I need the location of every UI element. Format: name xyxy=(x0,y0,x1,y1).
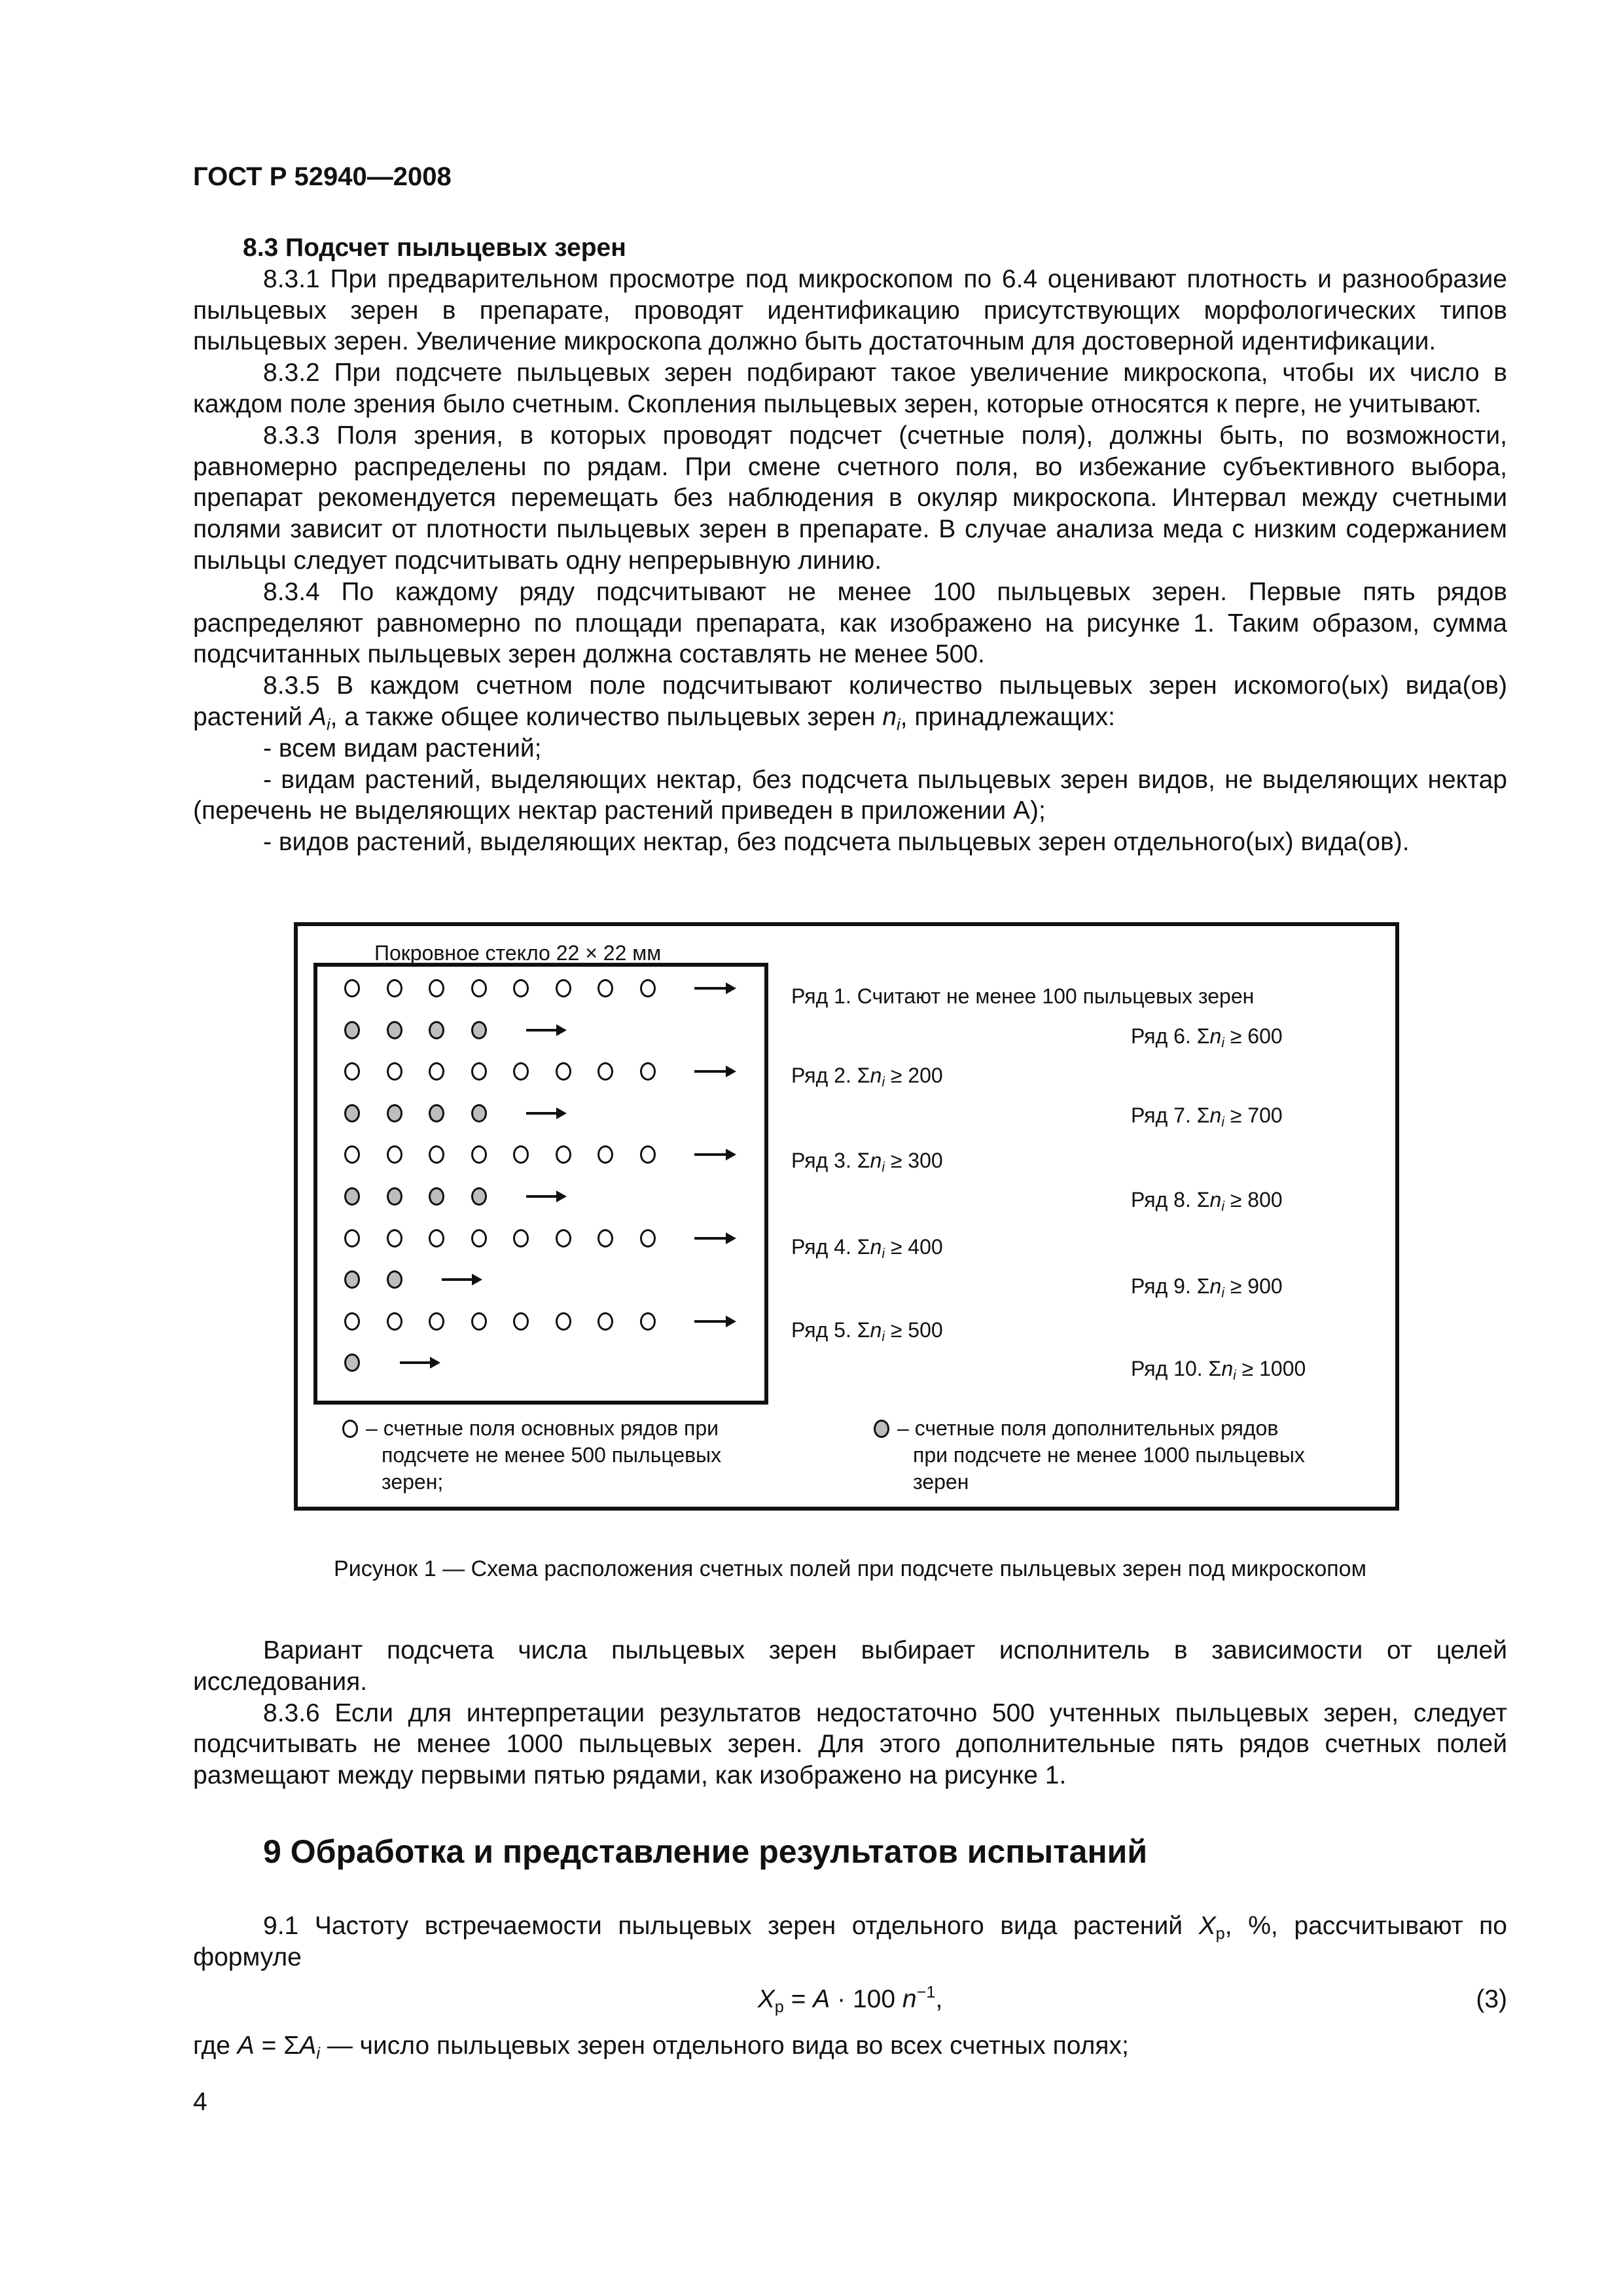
row-label-number: Ряд 7. xyxy=(1131,1103,1197,1127)
formula-expression xyxy=(193,1982,1507,2017)
sum-sign: Σ xyxy=(1196,1024,1210,1048)
text: , %, рассчитывают по формуле xyxy=(193,1912,1507,1971)
legend-main-text: зерен; xyxy=(382,1470,444,1494)
main-counting-field xyxy=(344,1062,360,1081)
section-8-3 xyxy=(193,232,1507,858)
main-counting-field xyxy=(513,979,529,997)
main-counting-field xyxy=(344,979,360,997)
sub-i-text: i xyxy=(882,1246,885,1262)
sub-i: i xyxy=(326,715,330,734)
text: — число пыльцевых зерен отдельного вида во всех счетных полях; xyxy=(320,2032,1129,2060)
paragraph-variant: Вариант подсчета числа пыльцевых зерен выбирает исполнитель в зависимости от целей исследования. xyxy=(193,1636,1507,1696)
text: , xyxy=(935,1985,943,2013)
row-condition: ≥ 800 xyxy=(1224,1188,1283,1211)
section-9-text xyxy=(193,1910,1507,1973)
formula-number: (3) xyxy=(1476,1985,1507,2013)
document-id-header: ГОСТ Р 52940—2008 xyxy=(193,162,452,191)
exponent: −1 xyxy=(916,1982,936,2001)
main-counting-field xyxy=(387,1312,402,1331)
text: 8.3.5 В каждом счетном поле подсчитывают количество пыльцевых зерен искомого(ых) вида(ов) растений xyxy=(193,672,1507,731)
main-counting-field xyxy=(429,1062,444,1081)
row-direction-arrow-icon xyxy=(526,1029,564,1031)
var-n: n xyxy=(870,1235,882,1259)
legend-extra-text: зерен xyxy=(913,1470,969,1494)
main-counting-field xyxy=(597,1229,613,1247)
var-a: A xyxy=(237,2032,255,2060)
where-line xyxy=(193,2030,1507,2062)
main-counting-field xyxy=(556,979,571,997)
sum-sign: Σ xyxy=(857,1149,870,1172)
main-counting-field xyxy=(556,1145,571,1164)
row-direction-arrow-icon xyxy=(442,1278,480,1281)
extra-counting-field xyxy=(387,1270,402,1289)
page-number: 4 xyxy=(193,2088,207,2116)
row-direction-arrow-icon xyxy=(526,1195,564,1198)
main-counting-field xyxy=(387,1145,402,1164)
var-n: n xyxy=(1209,1274,1222,1298)
row-label-number: Ряд 2. xyxy=(791,1064,857,1087)
row-direction-arrow-icon xyxy=(694,1320,734,1323)
cover-glass-label: Покровное стекло 22 × 22 мм xyxy=(374,941,662,965)
row-label xyxy=(791,1063,943,1088)
section-heading: 8.3 Подсчет пыльцевых зерен xyxy=(243,234,626,262)
sub-i: i xyxy=(897,715,901,734)
figure-caption: Рисунок 1 — Схема расположения счетных полей при подсчете пыльцевых зерен под микроскопом xyxy=(334,1556,1366,1581)
sub-i-text: i xyxy=(882,1160,885,1175)
extra-counting-field xyxy=(471,1187,487,1206)
row-direction-arrow-icon xyxy=(526,1112,564,1115)
row-label-text: Считают не менее 100 пыльцевых зерен xyxy=(857,984,1255,1008)
after-figure-text xyxy=(193,1635,1507,1791)
row-label xyxy=(1131,1024,1283,1049)
row-label-number: Ряд 10. xyxy=(1131,1357,1209,1380)
var-n: n xyxy=(1209,1103,1222,1127)
main-counting-field xyxy=(513,1229,529,1247)
extra-counting-field xyxy=(387,1187,402,1206)
main-field-legend-icon xyxy=(342,1420,358,1438)
sub-i-text: i xyxy=(882,1075,885,1090)
main-counting-field xyxy=(640,1062,656,1081)
main-counting-field xyxy=(471,979,487,997)
sub-i-text: i xyxy=(1221,1199,1224,1215)
var-a: A xyxy=(299,2032,317,2060)
main-counting-field xyxy=(556,1312,571,1331)
text: 9.1 Частоту встречаемости пыльцевых зерен отдельного вида растений xyxy=(263,1912,1199,1940)
main-counting-field xyxy=(387,1229,402,1247)
main-counting-field xyxy=(344,1312,360,1331)
row-condition: ≥ 300 xyxy=(884,1149,943,1172)
extra-counting-field xyxy=(344,1270,360,1289)
sum-sign: Σ xyxy=(857,1318,870,1342)
var-n: n xyxy=(870,1064,882,1087)
main-counting-field xyxy=(387,979,402,997)
equals: = xyxy=(783,1985,813,2013)
row-direction-arrow-icon xyxy=(694,1153,734,1156)
main-counting-field xyxy=(471,1062,487,1081)
row-direction-arrow-icon xyxy=(694,1237,734,1240)
sub-p: p xyxy=(1215,1924,1225,1943)
row-label xyxy=(791,1234,943,1262)
var-n: n xyxy=(882,702,897,731)
row-condition: ≥ 200 xyxy=(884,1064,943,1087)
extra-counting-field xyxy=(344,1187,360,1206)
legend-extra-text: – счетные поля дополнительных рядов xyxy=(897,1416,1279,1440)
text: · 100 xyxy=(830,1985,902,2013)
paragraph-8-3-5 xyxy=(193,670,1507,733)
main-counting-field xyxy=(556,1229,571,1247)
var-a: A xyxy=(309,702,327,731)
sub-i-text: i xyxy=(882,1329,885,1345)
main-counting-field xyxy=(597,1062,613,1081)
sum-sign: Σ xyxy=(1196,1274,1210,1298)
row-condition: ≥ 1000 xyxy=(1236,1357,1306,1380)
sub-p: p xyxy=(774,1998,784,2017)
extra-counting-field xyxy=(344,1104,360,1122)
extra-counting-field xyxy=(387,1104,402,1122)
row-label xyxy=(1131,1103,1283,1128)
row-label xyxy=(791,984,1254,1009)
extra-field-legend-icon xyxy=(874,1420,889,1438)
row-condition: ≥ 500 xyxy=(884,1318,943,1342)
main-counting-field xyxy=(387,1062,402,1081)
extra-counting-field xyxy=(429,1021,444,1039)
row-label xyxy=(1131,1274,1283,1299)
row-label-number: Ряд 4. xyxy=(791,1235,857,1259)
text: где xyxy=(193,2032,238,2060)
row-label-number: Ряд 9. xyxy=(1131,1274,1197,1298)
var-x: X xyxy=(1198,1912,1216,1940)
row-label xyxy=(791,1148,943,1173)
main-counting-field xyxy=(513,1062,529,1081)
main-counting-field xyxy=(471,1145,487,1164)
extra-counting-field xyxy=(471,1104,487,1122)
var-n: n xyxy=(1209,1188,1222,1211)
extra-counting-field xyxy=(429,1187,444,1206)
var-x: X xyxy=(757,1985,775,2013)
var-n: n xyxy=(870,1149,882,1172)
row-label xyxy=(791,1318,943,1345)
row-condition: ≥ 900 xyxy=(1224,1274,1283,1298)
row-label-number: Ряд 5. xyxy=(791,1318,857,1342)
list-item: - видам растений, выделяющих нектар, без подсчета пыльцевых зерен видов, не выделяющих нектар (перечень не выделяющих нектар растений приведен в приложении А); xyxy=(193,765,1507,825)
extra-counting-field xyxy=(471,1021,487,1039)
text: = Σ xyxy=(254,2032,300,2060)
main-counting-field xyxy=(344,1229,360,1247)
paragraph-8-3-1: 8.3.1 При предварительном просмотре под микроскопом по 6.4 оценивают плотность и разнообразие пыльцевых зерен в препарате, проводят идентификацию присутствующих морфологических типов пыльцевых зерен. Увеличение микроскопа должно быть достаточным для достоверной идентификации. xyxy=(193,264,1507,356)
row-direction-arrow-icon xyxy=(694,987,734,990)
sum-sign: Σ xyxy=(857,1064,870,1087)
row-condition: ≥ 700 xyxy=(1224,1103,1283,1127)
where-clause xyxy=(193,2030,1507,2062)
row-condition: ≥ 400 xyxy=(884,1235,943,1259)
var-n: n xyxy=(1221,1357,1234,1380)
row-condition: ≥ 600 xyxy=(1224,1024,1283,1048)
sum-sign: Σ xyxy=(1196,1188,1210,1211)
main-counting-field xyxy=(429,979,444,997)
var-a: A xyxy=(813,1985,830,2013)
main-counting-field xyxy=(471,1312,487,1331)
row-direction-arrow-icon xyxy=(694,1070,734,1073)
main-counting-field xyxy=(429,1312,444,1331)
sub-i-text: i xyxy=(1221,1115,1224,1130)
sum-sign: Σ xyxy=(1208,1357,1222,1380)
main-counting-field xyxy=(513,1312,529,1331)
main-counting-field xyxy=(640,979,656,997)
extra-counting-field xyxy=(429,1104,444,1122)
sub-i-text: i xyxy=(1221,1035,1224,1051)
row-direction-arrow-icon xyxy=(400,1361,438,1364)
figure-1-counting-fields-scheme xyxy=(294,922,1399,1511)
sub-i-text: i xyxy=(1221,1285,1224,1301)
main-counting-field xyxy=(597,1312,613,1331)
row-label xyxy=(1131,1356,1306,1384)
text: , принадлежащих: xyxy=(900,702,1115,731)
paragraph-8-3-2: 8.3.2 При подсчете пыльцевых зерен подбирают такое увеличение микроскопа, чтобы их число в каждом поле зрения было счетным. Скопления пыльцевых зерен, которые относятся к перге, не учитывают. xyxy=(193,359,1507,418)
paragraph-8-3-4: 8.3.4 По каждому ряду подсчитывают не менее 100 пыльцевых зерен. Первые пять рядов распределяют равномерно по площади препарата, как изображено на рисунке 1. Таким образом, сумма подсчитанных пыльцевых зерен должна составлять не менее 500. xyxy=(193,577,1507,669)
legend-main-text: подсчете не менее 500 пыльцевых xyxy=(382,1443,722,1467)
row-label xyxy=(1131,1187,1283,1215)
legend-main-text: – счетные поля основных рядов при xyxy=(366,1416,719,1440)
text: , а также общее количество пыльцевых зерен xyxy=(330,702,883,731)
paragraph-8-3-3: 8.3.3 Поля зрения, в которых проводят подсчет (счетные поля), должны быть, по возможности, равномерно распределены по рядам. При смене счетного поля, во избежание субъективного выбора, препарат рекомендуется перемещать без наблюдения в окуляр микроскопа. Интервал между счетными полями зависит от плотности пыльцевых зерен в препарате. В случае анализа меда с низким содержанием пыльцы следует подсчитывать одну непрерывную линию. xyxy=(193,421,1507,575)
paragraph-8-3-6: 8.3.6 Если для интерпретации результатов недостаточно 500 учтенных пыльцевых зерен, следует подсчитывать не менее 1000 пыльцевых зерен. Для этого дополнительные пять рядов счетных полей размещают между первыми пятью рядами, как изображено на рисунке 1. xyxy=(193,1698,1507,1790)
section-9-heading: 9 Обработка и представление результатов испытаний xyxy=(263,1833,1148,1870)
row-label-number: Ряд 1. xyxy=(791,984,857,1008)
var-n: n xyxy=(870,1318,882,1342)
legend-extra-text: при подсчете не менее 1000 пыльцевых xyxy=(913,1443,1305,1467)
sum-sign: Σ xyxy=(857,1235,870,1259)
sub-i: i xyxy=(316,2044,320,2063)
extra-counting-field xyxy=(387,1021,402,1039)
main-counting-field xyxy=(429,1229,444,1247)
row-label-number: Ряд 6. xyxy=(1131,1024,1197,1048)
main-counting-field xyxy=(471,1229,487,1247)
main-counting-field xyxy=(556,1062,571,1081)
main-counting-field xyxy=(640,1229,656,1247)
sub-i-text: i xyxy=(1233,1368,1236,1384)
list-item: - видов растений, выделяющих нектар, без подсчета пыльцевых зерен отдельного(ых) вида(ов). xyxy=(263,828,1410,857)
row-label-number: Ряд 3. xyxy=(791,1149,857,1172)
extra-counting-field xyxy=(344,1021,360,1039)
main-counting-field xyxy=(640,1145,656,1164)
var-n: n xyxy=(1209,1024,1222,1048)
main-counting-field xyxy=(640,1312,656,1331)
row-label-number: Ряд 8. xyxy=(1131,1188,1197,1211)
sum-sign: Σ xyxy=(1196,1103,1210,1127)
var-n: n xyxy=(902,1985,917,2013)
list-item: - всем видам растений; xyxy=(263,734,542,762)
paragraph-9-1 xyxy=(193,1910,1507,1973)
main-counting-field xyxy=(597,979,613,997)
